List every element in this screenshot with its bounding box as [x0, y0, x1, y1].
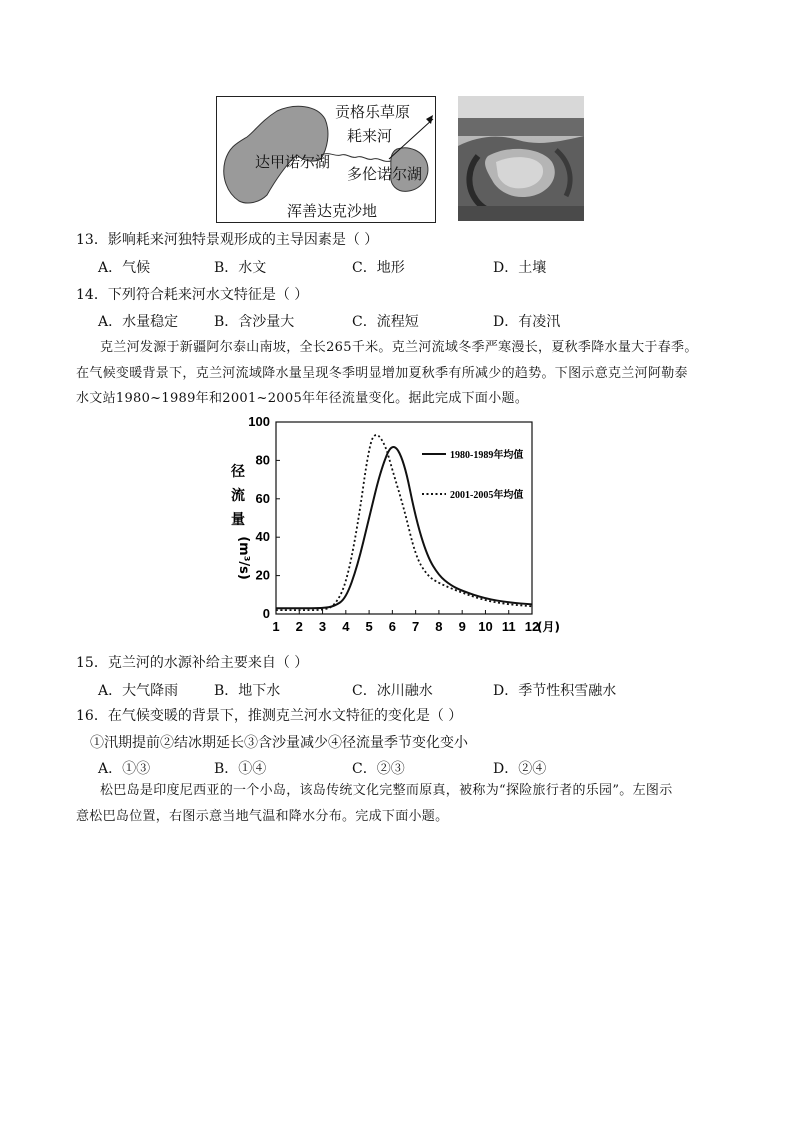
- x-tick-label: 2: [295, 619, 303, 634]
- x-tick-label: 7: [412, 619, 420, 634]
- x-tick-label: 4: [342, 619, 350, 634]
- runoff-chart: [226, 412, 582, 638]
- y-tick-label: 0: [262, 606, 270, 621]
- passage-1-line-3: 水文站1980~1989年和2001~2005年年径流量变化。据此完成下面小题。: [76, 391, 529, 406]
- x-tick-label: 1: [272, 619, 280, 634]
- passage-2-line-1: 松巴岛是印度尼西亚的一个小岛，该岛传统文化完整而原真，被称为“探险旅行者的乐园”。左图示: [100, 783, 673, 798]
- y-axis-label-char: 径: [231, 464, 245, 480]
- map-label-desert: 浑善达克沙地: [287, 202, 378, 220]
- y-axis-unit: (m³/s): [236, 536, 251, 580]
- question-16-option-c[interactable]: C．②③: [352, 761, 405, 777]
- passage-1-line-2: 在气候变暖背景下，克兰河流域降水量呈现冬季明显增加夏秋季有所减少的趋势。下图示意克兰河阿勒泰: [76, 366, 688, 381]
- question-16-stem: 16．在气候变暖的背景下，推测克兰河水文特征的变化是（ ）: [76, 708, 463, 724]
- y-axis-label-char: 量: [231, 512, 245, 528]
- x-tick-label: 5: [365, 619, 373, 634]
- question-14-option-a[interactable]: A．水量稳定: [98, 314, 179, 330]
- x-tick-label: 10: [478, 619, 493, 634]
- question-15-option-c[interactable]: C．冰川融水: [352, 683, 433, 699]
- question-15-option-a[interactable]: A．大气降雨: [98, 683, 179, 699]
- y-tick-label: 80: [255, 452, 270, 468]
- question-13-stem: 13．影响耗来河独特景观形成的主导因素是（ ）: [76, 232, 379, 248]
- y-tick-label: 40: [255, 529, 270, 545]
- river-meander-photo: [458, 96, 584, 221]
- x-tick-label: 9: [458, 619, 466, 634]
- question-13-option-d[interactable]: D．土壤: [493, 260, 547, 276]
- map-figure: [216, 96, 436, 223]
- question-15-stem: 15．克兰河的水源补给主要来自（ ）: [76, 655, 309, 671]
- question-15-option-d[interactable]: D．季节性积雪融水: [493, 683, 617, 699]
- river-line: [321, 154, 391, 162]
- map-label-east-lake: 多伦诺尔湖: [347, 165, 423, 183]
- runoff-chart-svg: [226, 412, 582, 638]
- question-13-option-c[interactable]: C．地形: [352, 260, 405, 276]
- question-16-option-b[interactable]: B．①④: [214, 761, 267, 777]
- question-14-option-d[interactable]: D．有凌汛: [493, 314, 561, 330]
- question-15-option-b[interactable]: B．地下水: [214, 683, 281, 699]
- passage-kelan-river: [100, 335, 800, 361]
- passage-2-line-2: 意松巴岛位置，右图示意当地气温和降水分布。完成下面小题。: [76, 809, 449, 824]
- x-tick-label: 6: [388, 619, 396, 634]
- y-tick-label: 60: [255, 490, 270, 506]
- y-tick-label: 100: [248, 414, 270, 429]
- question-14-option-b[interactable]: B．含沙量大: [214, 314, 295, 330]
- y-axis-label-char: 流: [231, 488, 245, 504]
- question-13-option-a[interactable]: A．气候: [98, 260, 151, 276]
- passage-1-line-1: 克兰河发源于新疆阿尔泰山南坡，全长265千米。克兰河流域冬季严寒漫长，夏秋季降水量大于春季。: [100, 340, 698, 355]
- x-tick-label: 11: [501, 619, 516, 634]
- question-13-option-b[interactable]: B．水文: [214, 260, 267, 276]
- series-line-2: [276, 435, 532, 610]
- x-tick-label: 8: [435, 619, 443, 634]
- map-label-prairie: 贡格乐草原: [335, 103, 411, 121]
- map-label-west-lake: 达甲诺尔湖: [255, 153, 331, 171]
- x-tick-label: 3: [318, 619, 327, 634]
- x-tick-label: 12: [524, 619, 540, 634]
- question-16-option-d[interactable]: D．②④: [493, 761, 547, 777]
- question-16-option-a[interactable]: A．①③: [98, 761, 151, 777]
- map-label-river: 耗来河: [347, 127, 393, 145]
- legend-label-2: 2001-2005年均值: [450, 490, 524, 501]
- question-16-statements: ①汛期提前②结冰期延长③含沙量减少④径流量季节变化变小: [90, 735, 468, 751]
- legend-label-1: 1980-1989年均值: [450, 450, 524, 461]
- series-line-1: [276, 447, 532, 608]
- y-tick-label: 20: [255, 567, 270, 583]
- question-14-stem: 14．下列符合耗来河水文特征是（ ）: [76, 287, 309, 303]
- question-14-option-c[interactable]: C．流程短: [352, 314, 419, 330]
- x-axis-unit: (月): [537, 620, 560, 634]
